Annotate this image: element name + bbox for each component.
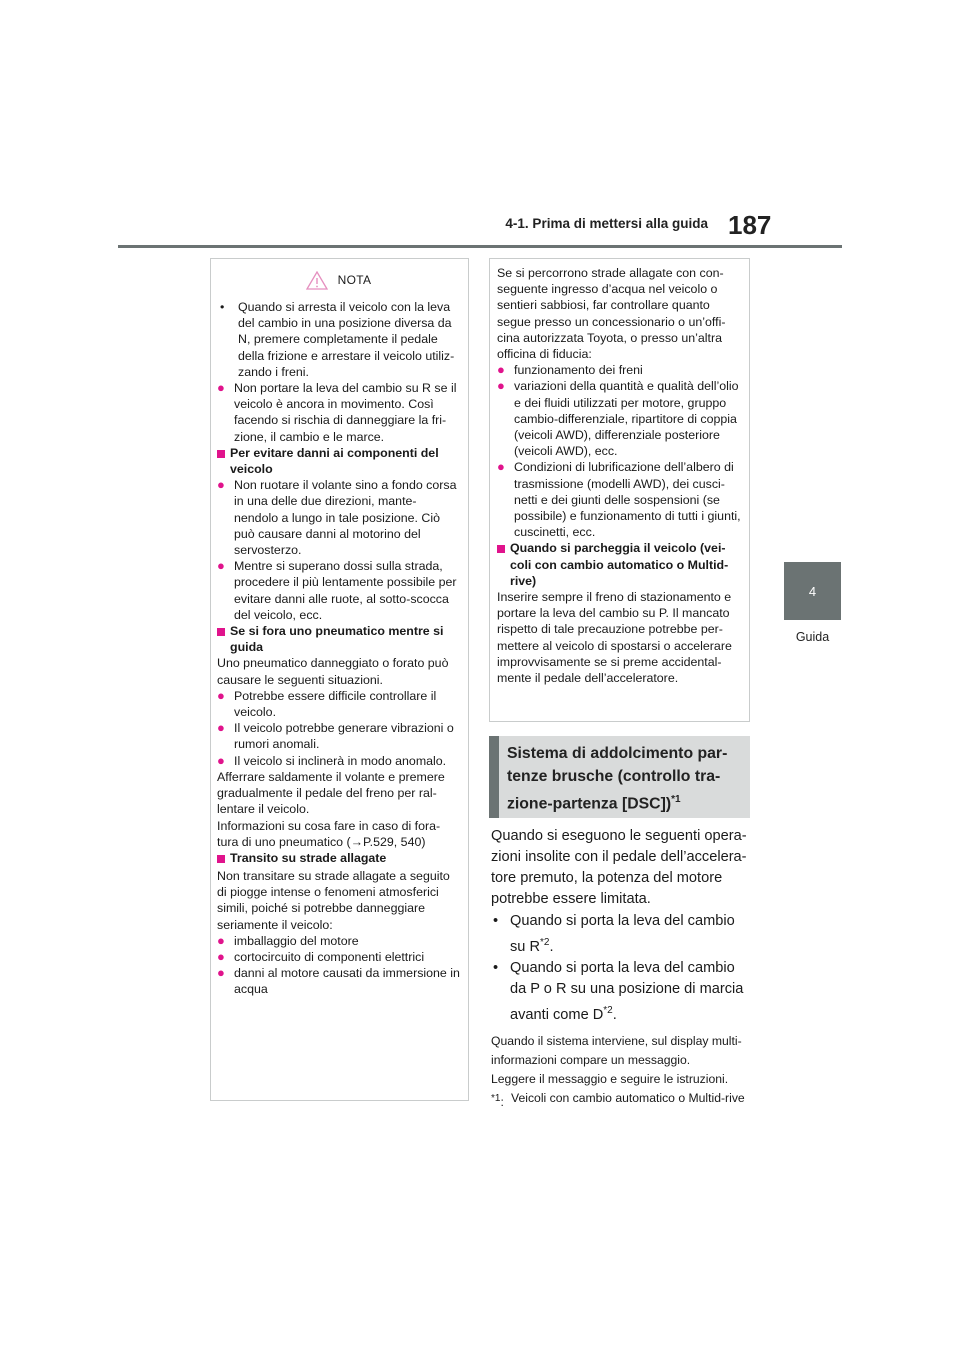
chapter-tab [784,562,841,620]
section-title-bar [489,736,499,818]
pink-circle-bullet-icon: ● [217,932,225,948]
list-item: ● Non ruotare il volante sino a fondo corsa in una delle due direzioni, mante-nendolo a lungo in tale posizione. Ciò può causare danni al motorino del servosterzo. [217,477,457,558]
pink-circle-bullet-icon: ● [217,687,225,703]
section-title-line: Sistema di addolcimento par- [507,745,728,762]
header-rule [118,245,842,248]
list-item: ● Condizioni di lubrificazione dell’albero di trasmissione (modelli AWD), dei cusci-netti e dei giunti delle sospensioni (se possibile) e funzionamento di tutti i giunti, cuscinetti, ecc. [497,459,741,540]
footnote-ref: *2 [603,1004,613,1016]
footnote: $^{*1}$: Veicoli con cambio automatico o Multid-rive [491,1089,751,1112]
subsection-heading: Se si fora uno pneumatico mentre si guida [217,623,460,655]
list-item: ● variazioni della quantità e qualità dell’olio e dei fluidi utilizzati per motore, gruppo cambio-differenziale, ripartitore di coppia (veicoli AWD), differenziale posteriore (veicoli AWD), ecc. [497,378,739,459]
paragraph: Non transitare su strade allagate a seguito di piogge intense o fenomeni atmosferici simili, poiché si potrebbe danneggiare seriamente il veicolo: [217,868,450,932]
nota-box-continued [489,258,750,722]
paragraph: Uno pneumatico danneggiato o forato può causare le seguenti situazioni. [217,656,449,687]
pink-square-icon [497,540,510,589]
pink-circle-bullet-icon: ● [217,965,225,981]
bullet-mark: • [493,959,499,976]
pink-circle-bullet-icon: ● [497,362,505,378]
list-item: ● cortocircuito di componenti elettrici [217,948,425,964]
section-body [491,826,751,1112]
pink-square-icon [217,445,230,477]
list-item: ● Il veicolo si inclinerà in modo anomalo. [217,752,447,768]
section-title-line: zione-partenza [DSC])$^{*1}$ [507,794,681,813]
pink-circle-bullet-icon: ● [217,752,225,768]
paragraph: Afferrare saldamente il volante e premere gradualmente il pedale del freno per ral-lentare il veicolo. [217,769,445,817]
nota-box [210,258,469,1101]
list-item: ● Non portare la leva del cambio su R se il veicolo è ancora in movimento. Così facendo si rischia di danneggiare la fri-zione, il cambio e le marce. [217,380,457,444]
pink-circle-bullet-icon: ● [217,720,225,736]
nota-title: NOTA [337,273,372,287]
nota-body [217,299,460,998]
subsection-heading: Per evitare danni ai componenti del veicolo [217,445,460,477]
list-item: • Quando si arresta il veicolo con la leva del cambio in una posizione diversa da N, premere completamente il pedale della frizione e arrestare il veicolo utiliz-zando i freni. [217,299,460,380]
paragraph: Informazioni su cosa fare in caso di fora-tura di uno pneumatico (→P.529, 540) [217,818,441,849]
pink-square-icon [217,623,230,655]
pink-square-icon [217,850,230,868]
footnote-mark: *1 [491,1092,501,1104]
list-item: • Quando si porta la leva del cambio da P o R su una posizione di marcia avanti come $D^{*2}$. [491,958,751,1026]
list-item: ● Il veicolo potrebbe generare vibrazioni o rumori anomali. [217,720,454,752]
paragraph: Se si percorrono strade allagate con con-seguente ingresso d’acqua nel veicolo o sentieri sabbiosi, far controllare quanto segue presso un concessionario o un’offi-cina autorizzata Toyota, o presso un’altra officina di fiducia: [497,266,726,362]
nota-header [217,267,460,293]
pink-circle-bullet-icon: ● [217,948,225,964]
dash-mark: • [220,300,225,314]
footnote-ref: *1 [671,794,681,805]
section-title-box [489,736,750,818]
footnote-text: Veicoli con cambio automatico o Multid-rive [511,1090,745,1105]
list-item: • Quando si porta la leva del cambio su $R^{*2}$. [491,911,751,958]
list-item: ● imballaggio del motore [217,932,359,948]
footnote-ref: *2 [540,937,550,948]
pink-circle-bullet-icon: ● [217,380,225,396]
bullet-mark: • [493,913,499,929]
intro-paragraph: Quando si eseguono le seguenti opera-zioni insolite con il pedale dell’accelera-tore premuto, la potenza del motore potrebbe essere limitata. [491,828,747,907]
chapter-label: Guida [795,630,830,644]
note-paragraph: Leggere il messaggio e seguire le istruzioni. [491,1071,729,1086]
list-item: ● Mentre si superano dossi sulla strada, procedere il più lentamente possibile per evitare danni alle ruote, al sotto-scocca del veicolo, ecc. [217,558,457,622]
paragraph: Inserire sempre il freno di stazionamento e portare la leva del cambio su P. Il mancato rispetto di tale precauzione potrebbe per-mettere al veicolo di spostarsi o accelerare improvvisamente se si preme accidental-mente il pedale dell’acceleratore. [497,590,732,686]
note-paragraph: Quando il sistema interviene, sul display multi-informazioni compare un messaggio. [491,1033,742,1067]
list-item: ● Potrebbe essere difficile controllare il veicolo. [217,687,437,720]
pink-circle-bullet-icon: ● [497,378,505,394]
subsection-heading: Quando si parcheggia il veicolo (vei-coli con cambio automatico o Multid-rive) [497,540,741,589]
pink-circle-bullet-icon: ● [217,558,225,574]
section-title-line: tenze brusche (controllo tra- [507,768,721,785]
pink-circle-bullet-icon: ● [497,459,505,475]
warning-triangle-icon [306,271,328,290]
chapter-number: 4 [808,583,817,599]
section-header: 4-1. Prima di mettersi alla guida [505,216,708,231]
list-item: ● funzionamento dei freni [497,362,643,378]
nota-continued-body [497,265,741,686]
pink-circle-bullet-icon: ● [217,477,225,493]
subsection-heading: Transito su strade allagate [217,850,460,868]
section-title [507,742,745,815]
list-item: ● danni al motore causati da immersione in acqua [217,965,460,997]
page-number: 187 [728,210,772,240]
